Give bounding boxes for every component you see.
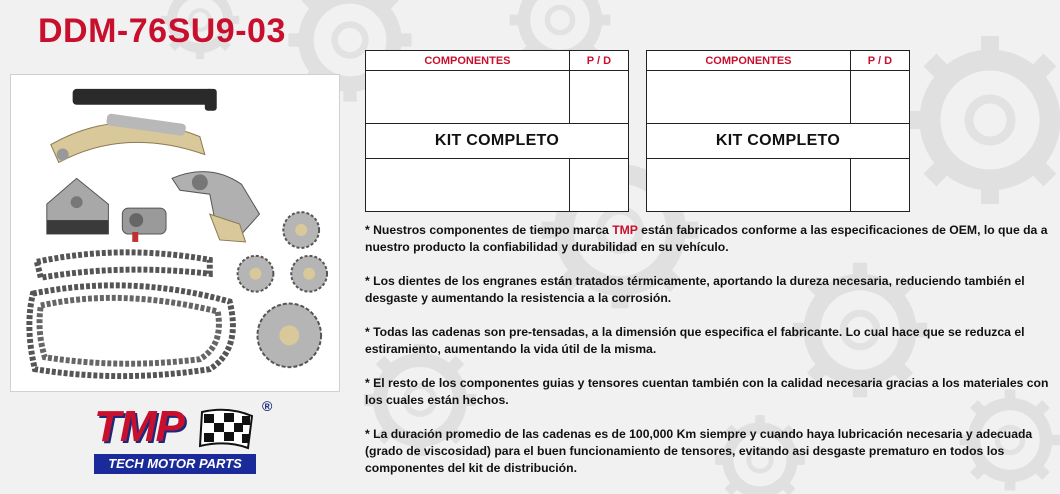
pd-cell	[569, 159, 628, 212]
logo-brand-text: TMP	[94, 402, 184, 451]
kit-complete-label: KIT COMPLETO	[366, 124, 629, 159]
header-components: COMPONENTES	[647, 51, 851, 71]
description-paragraph: * El resto de los componentes guias y tensores cuentan también con la calidad necesaria gracias a los materiales con los cuales están hechos.	[365, 376, 1049, 407]
component-cell	[647, 71, 851, 124]
header-pd: P / D	[850, 51, 909, 71]
logo-tagline: TECH MOTOR PARTS	[94, 454, 256, 474]
description-paragraph: * Los dientes de los engranes están tratados térmicamente, aportando la dureza necesaria, reduciendo también el desgaste y aumentando la resistencia a la corrosión.	[365, 274, 1025, 305]
paragraph-text: * Nuestros componentes de tiempo marca	[365, 223, 613, 237]
timing-kit-product-image	[10, 74, 340, 392]
component-cell	[366, 159, 570, 212]
component-cell	[647, 159, 851, 212]
kit-complete-label: KIT COMPLETO	[647, 124, 910, 159]
pd-cell	[850, 71, 909, 124]
component-cell	[366, 71, 570, 124]
brand-name: TMP	[612, 223, 638, 237]
header-pd: P / D	[569, 51, 628, 71]
paragraph-text: están fabricados conforme a las especificaciones de OEM, lo que da a nuestro producto la confiabilidad y durabilidad en su vehículo.	[365, 223, 1048, 254]
product-description	[365, 222, 1055, 494]
description-paragraph: * Todas las cadenas son pre-tensadas, a la dimensión que especifica el fabricante. Lo cual hace que se reduzca el estiramiento, aumentando la vida útil de la misma.	[365, 325, 1025, 356]
components-table-1	[365, 50, 629, 212]
checkered-flag-icon	[198, 408, 256, 450]
registered-mark: ®	[262, 398, 273, 414]
product-code-title: DDM-76SU9-03	[38, 12, 286, 50]
pd-cell	[850, 159, 909, 212]
header-components: COMPONENTES	[366, 51, 570, 71]
components-table-2	[646, 50, 910, 212]
description-paragraph: * La duración promedio de las cadenas es de 100,000 Km siempre y cuando haya lubricación necesaria y adecuada (grado de viscosidad) para el buen funcionamiento de tensores, evitando asi desgaste prematuro en todos los componentes del kit de distribución.	[365, 427, 1033, 475]
description-paragraph	[365, 222, 1055, 256]
pd-cell	[569, 71, 628, 124]
tmp-logo	[90, 400, 290, 480]
